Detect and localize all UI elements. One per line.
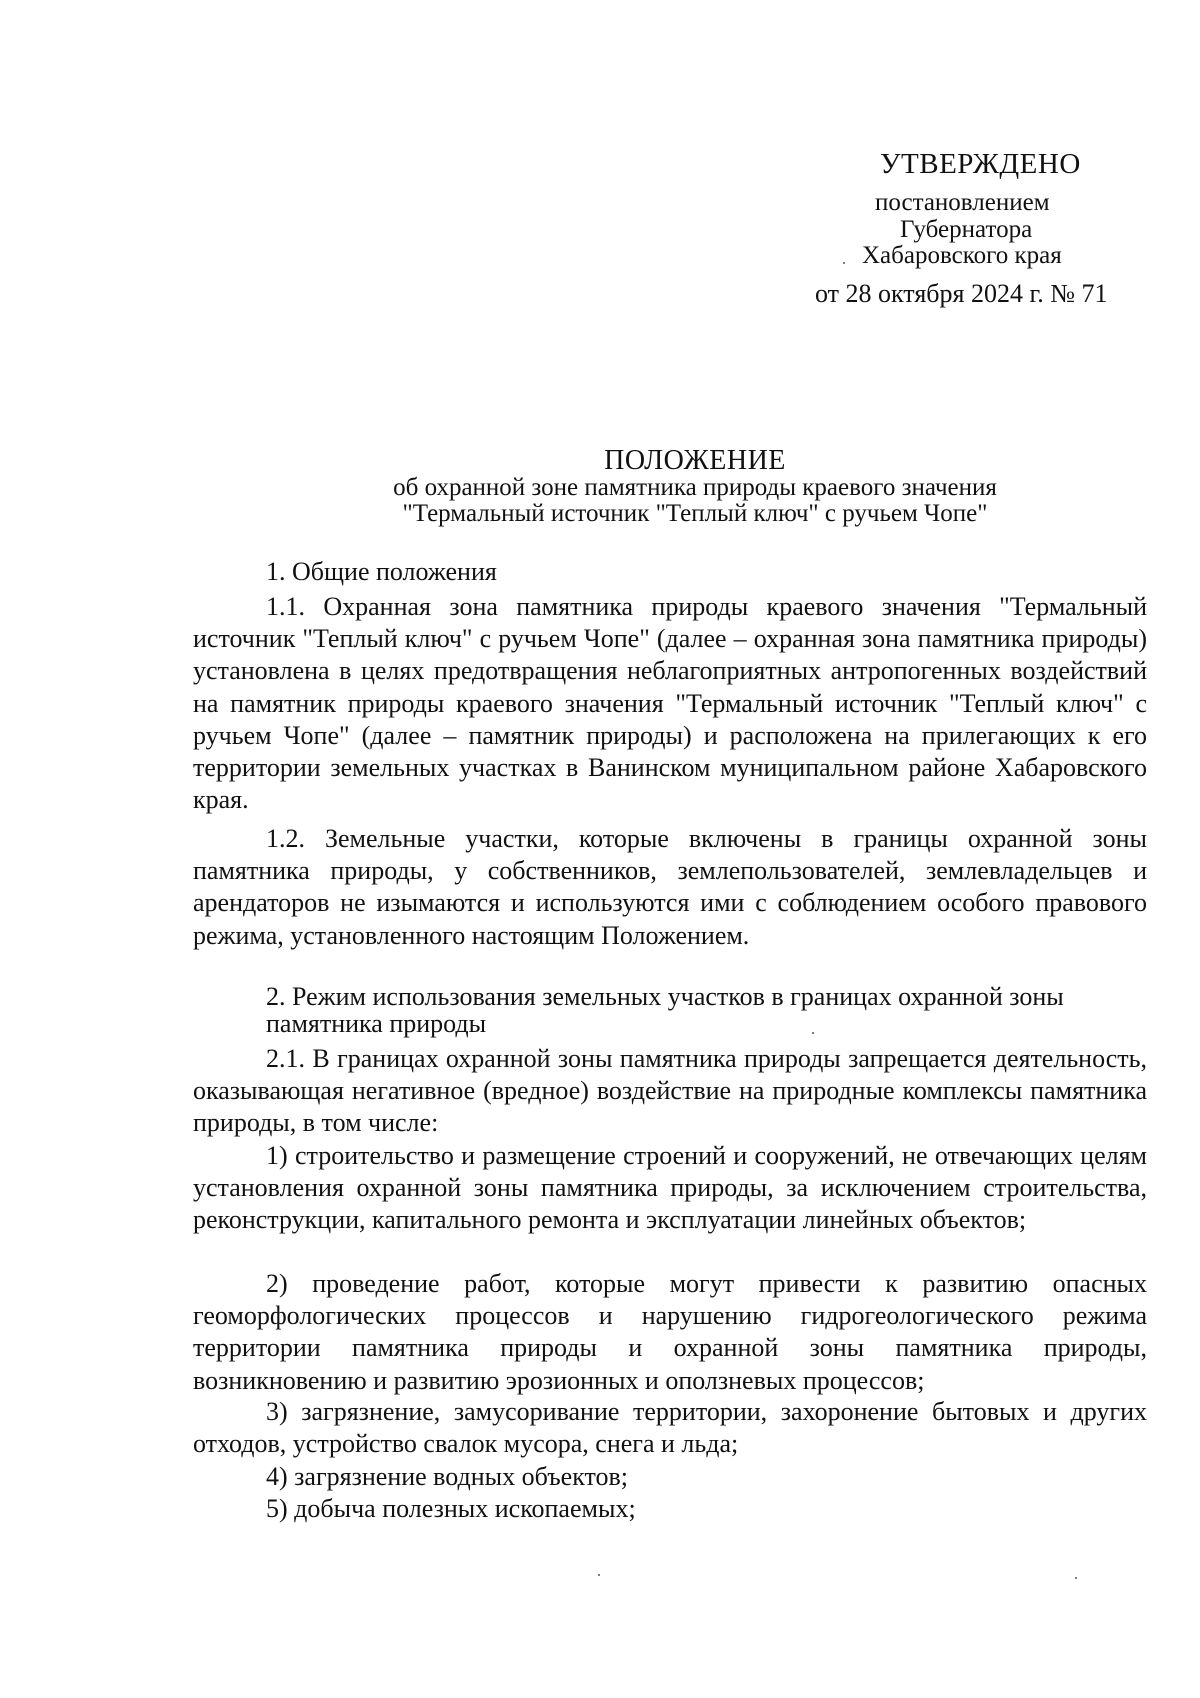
- document-title: ПОЛОЖЕНИЕ: [604, 445, 786, 476]
- approval-line-governor: Губернатора: [900, 216, 1033, 243]
- document-subtitle-line-2: "Термальный источник "Теплый ключ" с ручьем Чопе": [402, 500, 988, 527]
- approval-line-resolution: постановлением: [875, 189, 1050, 216]
- paragraph-2-1: 2.1. В границах охранной зоны памятника природы запрещается деятельность, оказывающая негативное (вредное) воздействие на природные комплексы памятника природы, в том числе:: [193, 1044, 1147, 1138]
- list-item: 3) загрязнение, замусоривание территории, захоронение бытовых и других отходов, устройство свалок мусора, снега и льда;: [193, 1397, 1147, 1459]
- paragraph-1-2: 1.2. Земельные участки, которые включены в границы охранной зоны памятника природы, у собственников, землепользователей, землевладельцев и арендаторов не изымаются и используются ими с соблюдением особого правового режима, установленного настоящим Положением.: [193, 824, 1147, 950]
- scan-speck: [598, 1574, 600, 1576]
- approval-date: от 28 октября 2024 г. № 71: [815, 279, 1108, 308]
- paragraph-1-1: 1.1. Охранная зона памятника природы краевого значения "Термальный источник "Теплый ключ" с ручьем Чопе" (далее – охранная зона памятника природы) установлена в целях предотвращения неблагоприятных антропогенных воздействий на памятник природы краевого значения "Термальный источник "Теплый ключ" с ручьем Чопе" (далее – памятник природы) и расположена на прилегающих к его территории земельных участках в Ванинском муниципальном районе Хабаровского края.: [193, 592, 1147, 815]
- section-2-heading: 2. Режим использования земельных участков в границах охранной зоны памятника природы: [266, 982, 1064, 1038]
- scan-speck: [1075, 1577, 1077, 1579]
- section-1-heading: 1. Общие положения: [266, 557, 497, 586]
- scan-speck: [812, 1032, 814, 1034]
- scan-speck: [843, 262, 845, 264]
- list-item: 4) загрязнение водных объектов;: [266, 1462, 629, 1491]
- approval-line-region: Хабаровского края: [862, 242, 1062, 269]
- list-item: 2) проведение работ, которые могут привести к развитию опасных геоморфологических процессов и нарушению гидрогеологического режима территории памятника природы и охранной зоны памятника природы, возникновению и развитию эрозионных и оползневых процессов;: [193, 1269, 1147, 1395]
- approval-stamp-title: УТВЕРЖДЕНО: [880, 148, 1081, 180]
- list-item: 5) добыча полезных ископаемых;: [266, 1494, 636, 1523]
- list-item: 1) строительство и размещение строений и сооружений, не отвечающих целям установления охранной зоны памятника природы, за исключением строительства, реконструкции, капитального ремонта и эксплуатации линейных объектов;: [193, 1141, 1147, 1235]
- document-subtitle-line-1: об охранной зоне памятника природы краевого значения: [393, 474, 997, 501]
